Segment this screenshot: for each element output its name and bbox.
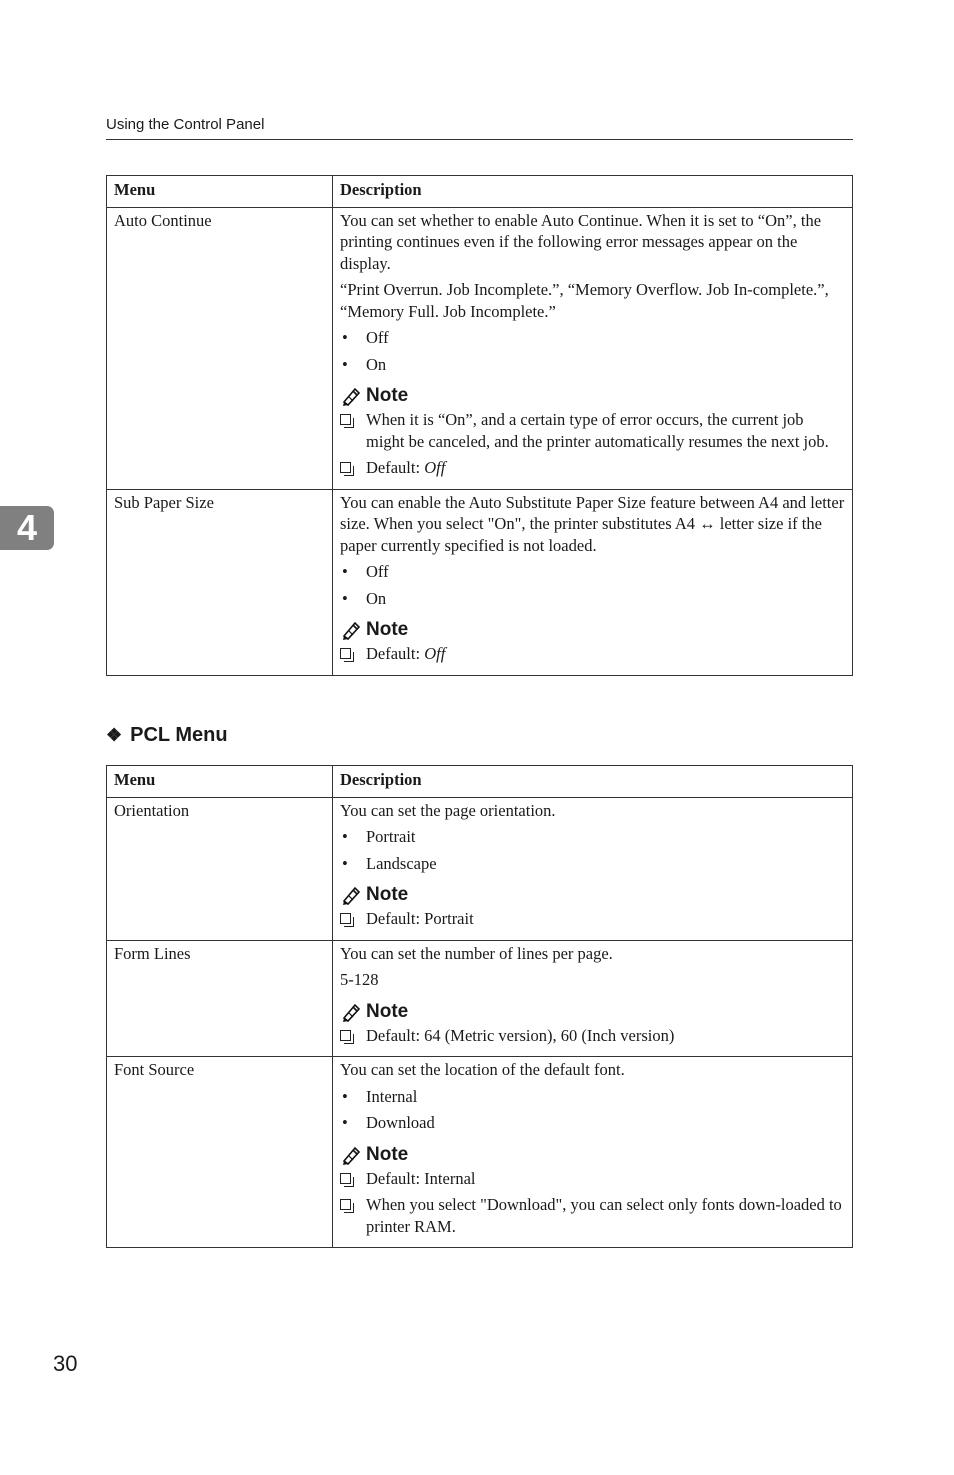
note-item xyxy=(340,409,845,452)
note-item xyxy=(340,1025,845,1047)
note-label: Note xyxy=(366,884,409,905)
running-header: Using the Control Panel xyxy=(106,116,265,133)
default-value: Off xyxy=(424,458,446,477)
chapter-tab: 4 xyxy=(0,506,54,550)
note-label: Note xyxy=(366,1000,409,1022)
column-header-description: Description xyxy=(333,766,853,798)
table-row xyxy=(107,207,853,489)
default-value: Off xyxy=(424,644,446,663)
pencil-icon xyxy=(340,1144,362,1166)
description-text: “Print Overrun. Job Incomplete.”, “Memory Overflow. Job In-complete.”, “Memory Full. Job Incomplete.” xyxy=(340,280,829,321)
table-header-row xyxy=(107,766,853,798)
column-header-menu: Menu xyxy=(107,176,333,208)
pencil-icon xyxy=(340,884,362,906)
table-row xyxy=(107,1057,853,1248)
note-item xyxy=(340,1168,845,1190)
column-header-description: Description xyxy=(333,176,853,208)
note-label: Note xyxy=(366,1143,409,1165)
page-number: 30 xyxy=(53,1351,78,1376)
description-text: You can set the location of the default font. xyxy=(340,1060,625,1079)
description-text: You can enable the Auto Substitute Paper Size feature between A4 and letter size. When you select "On", the printer substitutes A4 ↔ letter size if the paper currently specified is not loaded. xyxy=(340,492,845,555)
option-item: • On xyxy=(340,588,845,610)
menu-description xyxy=(333,207,853,489)
table-header-row xyxy=(107,176,853,208)
range-text: 5-128 xyxy=(340,970,379,989)
section-heading xyxy=(106,724,228,747)
note-item xyxy=(340,1194,845,1237)
note-text: When it is “On”, and a certain type of error occurs, the current job might be canceled, and the printer automatically resumes the next job. xyxy=(366,410,829,451)
option-item: • Off xyxy=(340,561,845,583)
column-header-menu: Menu xyxy=(107,766,333,798)
option-item: • Off xyxy=(340,327,845,349)
menu-name: Sub Paper Size xyxy=(107,489,333,675)
checkbox-bullet-icon xyxy=(340,913,351,924)
menu-description xyxy=(333,1057,853,1248)
description-text: You can set the number of lines per page. xyxy=(340,943,613,963)
checkbox-bullet-icon xyxy=(340,1173,351,1184)
menu-description xyxy=(333,489,853,675)
pencil-icon xyxy=(340,385,362,407)
diamond-icon: ❖ xyxy=(106,725,123,745)
header-divider xyxy=(106,139,853,140)
menu-name: Form Lines xyxy=(107,940,333,1057)
option-item: • Portrait xyxy=(340,826,845,848)
option-item: • Internal xyxy=(340,1086,845,1108)
option-item: • Landscape xyxy=(340,853,845,875)
checkbox-bullet-icon xyxy=(340,648,351,659)
note-text: Default: Internal xyxy=(366,1168,476,1188)
note-heading xyxy=(340,385,845,407)
note-text: When you select "Download", you can select only fonts down-loaded to printer RAM. xyxy=(366,1195,842,1236)
description-text: You can set whether to enable Auto Continue. When it is set to “On”, the printing continues even if the following error messages appear on the display. xyxy=(340,210,822,273)
checkbox-bullet-icon xyxy=(340,1030,351,1041)
table-row xyxy=(107,940,853,1057)
note-text: Default: Portrait xyxy=(366,909,474,928)
table-row xyxy=(107,489,853,675)
note-heading xyxy=(340,884,845,906)
note-text: Default: 64 (Metric version), 60 (Inch version) xyxy=(366,1025,675,1045)
note-label: Note xyxy=(366,385,409,406)
note-item xyxy=(340,457,845,479)
menu-name: Auto Continue xyxy=(107,207,333,489)
settings-table-2 xyxy=(106,765,853,1248)
checkbox-bullet-icon xyxy=(340,1199,351,1210)
pencil-icon xyxy=(340,619,362,641)
menu-name: Orientation xyxy=(107,797,333,940)
section-title: PCL Menu xyxy=(130,724,228,746)
pencil-icon xyxy=(340,1001,362,1023)
note-label: Note xyxy=(366,619,409,640)
note-text: Default: xyxy=(366,458,425,477)
description-text: You can set the page orientation. xyxy=(340,800,556,820)
menu-description xyxy=(333,797,853,940)
option-item: • Download xyxy=(340,1112,845,1134)
checkbox-bullet-icon xyxy=(340,414,351,425)
note-heading xyxy=(340,1001,845,1023)
note-text: Default: xyxy=(366,644,425,663)
table-row xyxy=(107,797,853,940)
checkbox-bullet-icon xyxy=(340,462,351,473)
note-heading xyxy=(340,1144,845,1166)
settings-table-1 xyxy=(106,175,853,676)
note-item xyxy=(340,643,845,665)
menu-name: Font Source xyxy=(107,1057,333,1248)
note-heading xyxy=(340,619,845,641)
note-item xyxy=(340,908,845,930)
option-item: • On xyxy=(340,354,845,376)
menu-description xyxy=(333,940,853,1057)
